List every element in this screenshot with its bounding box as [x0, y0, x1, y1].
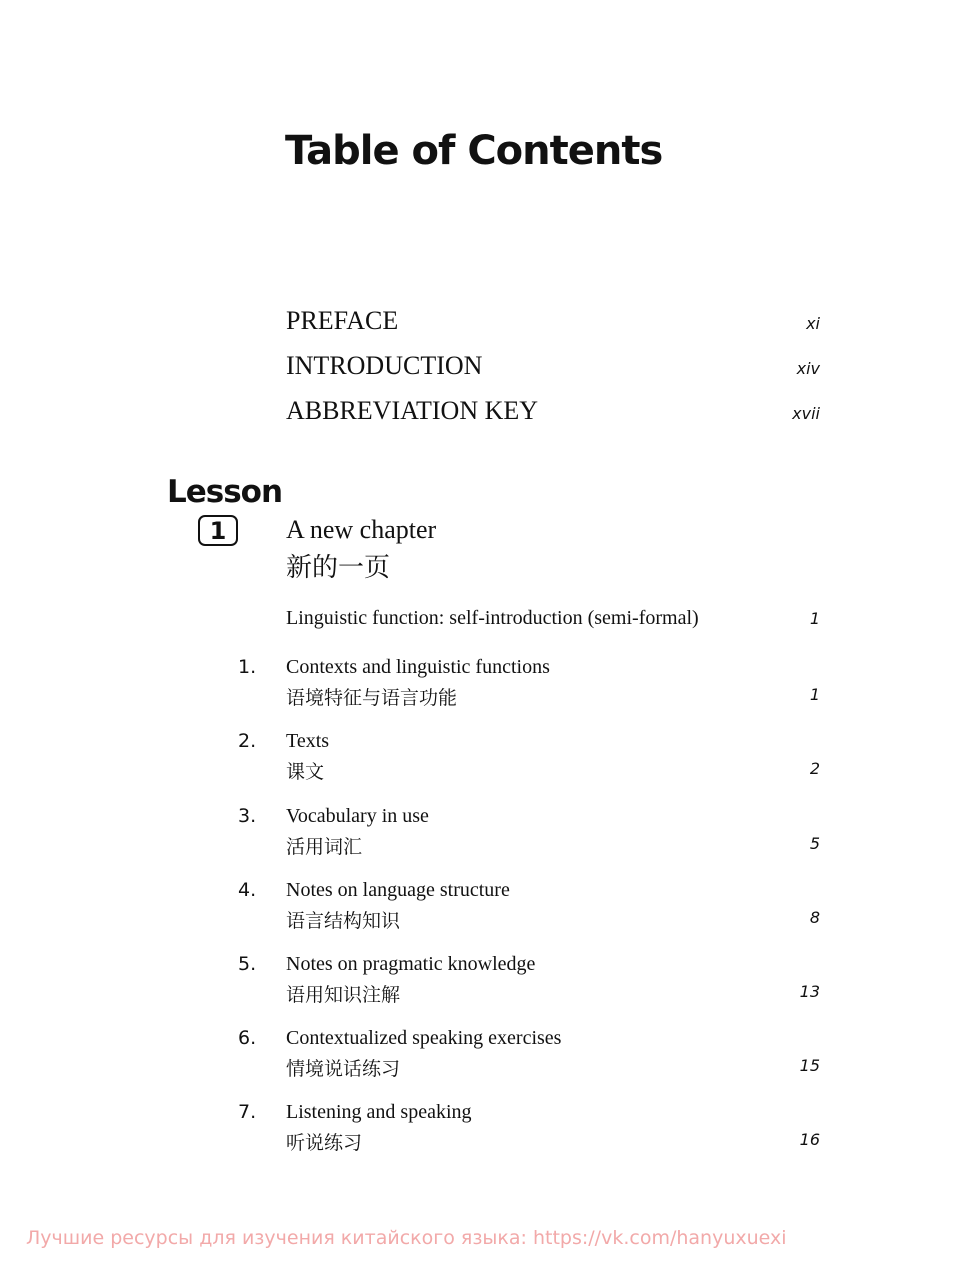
lesson-number-badge: 1 — [198, 515, 238, 546]
toc-front-introduction[interactable] — [286, 351, 820, 381]
toc-page-number: xi — [806, 314, 820, 333]
toc-label: ABBREVIATION KEY — [286, 396, 539, 425]
toc-entry[interactable] — [0, 656, 960, 716]
entry-title-chinese: 语言结构知识 — [286, 910, 401, 932]
toc-label: Linguistic function: self-introduction (semi-formal) — [286, 607, 699, 629]
toc-page-number: 15 — [799, 1056, 820, 1075]
page-title: Table of Contents — [285, 128, 663, 174]
entry-title-chinese: 情境说话练习 — [286, 1058, 401, 1080]
entry-title-english: Notes on language structure — [286, 879, 510, 901]
entry-number: 2. — [238, 730, 257, 752]
entry-number: 6. — [238, 1027, 257, 1049]
entry-number: 3. — [238, 805, 257, 827]
toc-entry[interactable] — [0, 730, 960, 790]
toc-entry[interactable] — [0, 805, 960, 865]
entry-title-english: Contextualized speaking exercises — [286, 1027, 562, 1049]
toc-page-number: 16 — [799, 1130, 820, 1149]
entry-number: 5. — [238, 953, 257, 975]
watermark-text: Лучшие ресурсы для изучения китайского языка: https://vk.com/hanyuxuexi — [26, 1227, 787, 1249]
toc-page-number: 1 — [809, 609, 820, 628]
entry-title-english: Listening and speaking — [286, 1101, 472, 1123]
entry-title-english: Texts — [286, 730, 330, 752]
entry-title-chinese: 语用知识注解 — [286, 984, 401, 1006]
entry-title-chinese: 语境特征与语言功能 — [286, 687, 458, 709]
entry-title-chinese: 课文 — [286, 761, 325, 783]
toc-entry[interactable] — [0, 1027, 960, 1087]
lesson-title-english[interactable]: A new chapter — [286, 515, 437, 544]
toc-page-number: 2 — [809, 759, 820, 778]
toc-label: INTRODUCTION — [286, 351, 483, 380]
toc-page-number: 5 — [809, 834, 820, 853]
entry-title-chinese: 听说练习 — [286, 1132, 363, 1154]
toc-label: PREFACE — [286, 306, 399, 335]
lesson-title-chinese[interactable]: 新的一页 — [286, 553, 391, 583]
toc-page-number: 1 — [809, 685, 820, 704]
toc-entry[interactable] — [0, 879, 960, 939]
toc-page-number: xiv — [796, 359, 820, 378]
entry-title-english: Vocabulary in use — [286, 805, 429, 827]
toc-front-preface[interactable] — [286, 306, 820, 336]
toc-linguistic-function[interactable] — [286, 607, 820, 630]
toc-entry[interactable] — [0, 953, 960, 1013]
toc-page-number: 8 — [809, 908, 820, 927]
toc-page-number: xvii — [792, 404, 820, 423]
entry-title-chinese: 活用词汇 — [286, 836, 363, 858]
entry-number: 1. — [238, 656, 257, 678]
entry-number: 4. — [238, 879, 257, 901]
entry-number: 7. — [238, 1101, 257, 1123]
toc-front-abbreviation-key[interactable] — [286, 396, 820, 426]
toc-page-number: 13 — [799, 982, 820, 1001]
entry-title-english: Contexts and linguistic functions — [286, 656, 550, 678]
lesson-heading: Lesson — [167, 474, 283, 510]
toc-entry[interactable] — [0, 1101, 960, 1161]
entry-title-english: Notes on pragmatic knowledge — [286, 953, 536, 975]
